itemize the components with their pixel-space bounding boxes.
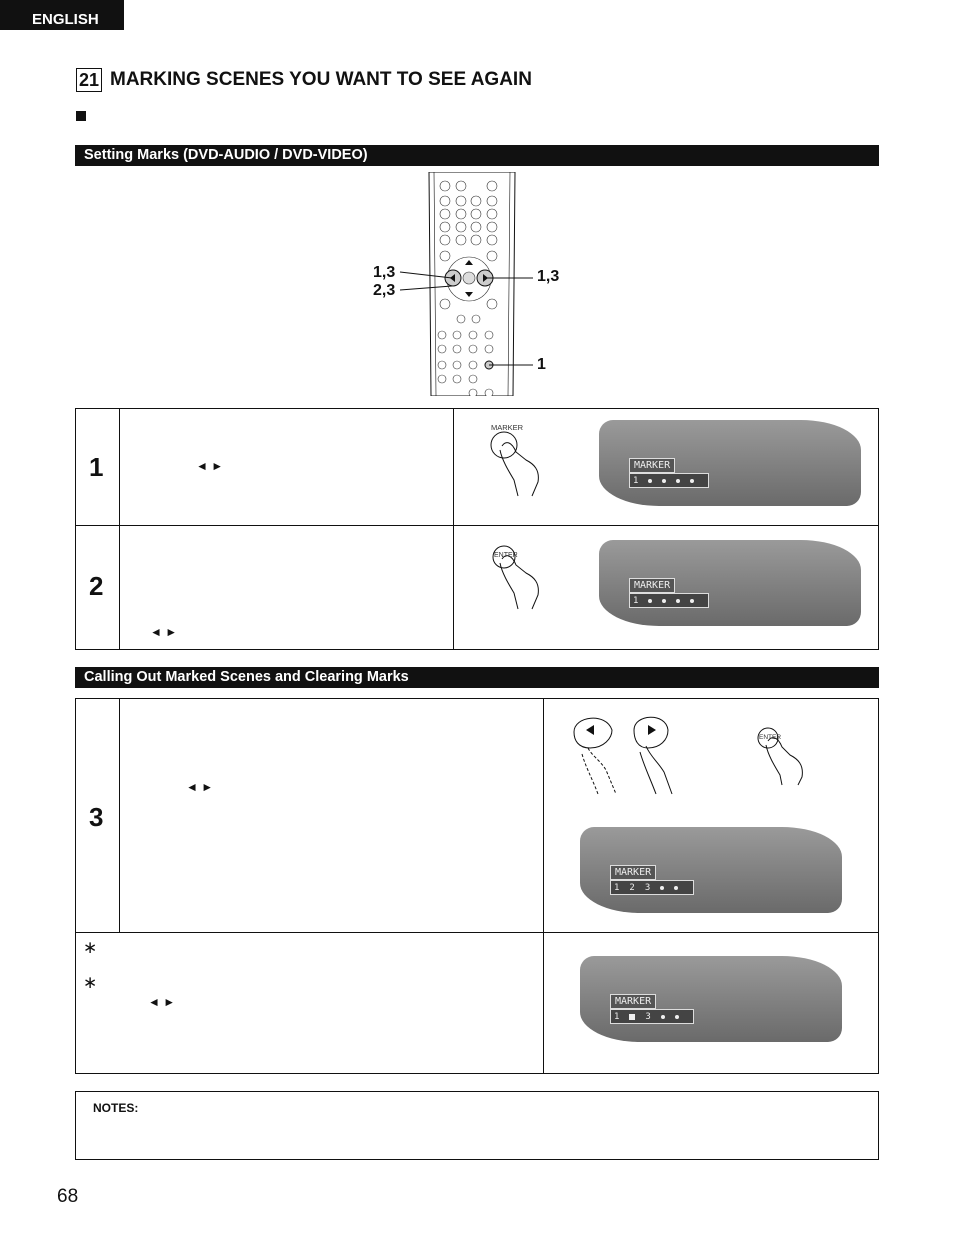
table-divider [453, 409, 454, 649]
arrow-keys-text: ◄ ► [196, 459, 224, 473]
table-divider [119, 699, 120, 933]
table-divider [543, 699, 544, 1073]
osd-mark-2: 2 [629, 882, 635, 893]
page-title: MARKING SCENES YOU WANT TO SEE AGAIN [110, 69, 532, 90]
setting-marks-bar: Setting Marks (DVD-AUDIO / DVD-VIDEO) [75, 145, 879, 166]
table-divider [76, 525, 878, 526]
osd-mark-3: 3 [645, 1011, 651, 1022]
callout-left-bottom: 2,3 [373, 282, 396, 299]
marker-button-label: MARKER [491, 423, 524, 432]
osd-marker-row [610, 880, 694, 895]
bullet-square [76, 111, 86, 121]
osd-mark-1: 1 [633, 595, 639, 606]
osd-marker-label: MARKER [629, 578, 675, 593]
arrow-keys-text: ◄ ► [148, 995, 176, 1009]
section-number: 21 [76, 68, 102, 92]
table-divider [76, 932, 878, 933]
osd-screen [599, 420, 861, 506]
page-number: 68 [57, 1186, 79, 1207]
step-number: 3 [89, 802, 104, 832]
callout-right-bottom: 1 [537, 356, 546, 373]
table-divider [119, 409, 120, 649]
callout-left-top: 1,3 [373, 264, 396, 281]
calling-out-bar: Calling Out Marked Scenes and Clearing Marks [75, 667, 879, 688]
osd-mark-1: 1 [614, 1011, 620, 1022]
osd-marker-label: MARKER [610, 865, 656, 880]
osd-screen [599, 540, 861, 626]
hand-pressing-marker-icon [488, 430, 558, 505]
enter-button-label: ENTER [759, 734, 782, 741]
hands-pressing-arrows-icon [568, 708, 688, 805]
notes-label: NOTES: [93, 1101, 139, 1115]
arrow-keys-text: ◄ ► [186, 780, 214, 794]
asterisk-note-2: ∗ [83, 973, 98, 992]
osd-marker-label: MARKER [629, 458, 675, 473]
osd-mark-1: 1 [614, 882, 620, 893]
enter-button-label: ENTER [494, 552, 518, 559]
asterisk-note-1: ∗ [83, 938, 98, 957]
osd-marker-row [629, 473, 709, 488]
notes-box [75, 1091, 879, 1160]
osd-mark-1: 1 [633, 475, 639, 486]
osd-mark-3: 3 [644, 882, 651, 893]
arrow-keys-text: ◄ ► [150, 625, 178, 639]
step-number: 1 [89, 452, 104, 482]
osd-screen [580, 827, 842, 913]
osd-marker-label: MARKER [610, 994, 656, 1009]
osd-screen [580, 956, 842, 1042]
callout-right-top: 1,3 [537, 268, 560, 285]
language-tab: ENGLISH [0, 0, 124, 30]
step-number: 2 [89, 571, 104, 601]
osd-marker-row [610, 1009, 694, 1024]
osd-marker-row [629, 593, 709, 608]
